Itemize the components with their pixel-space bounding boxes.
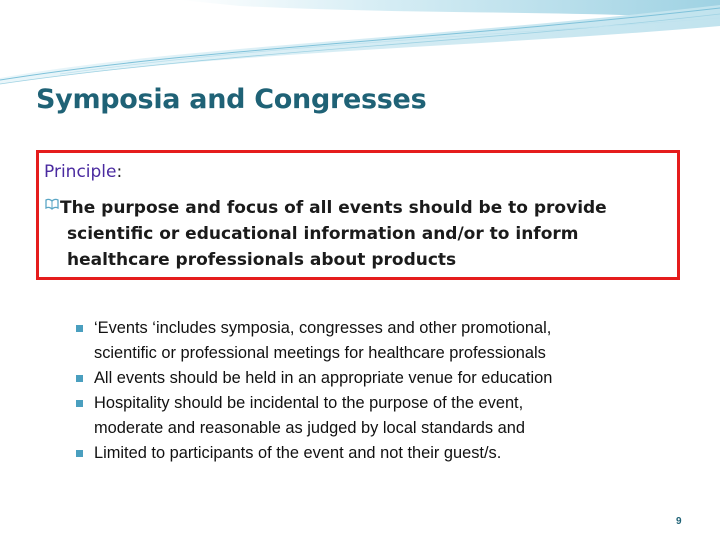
list-item-line: Hospitality should be incidental to the purpose of the event, xyxy=(94,394,524,412)
square-bullet-icon xyxy=(76,450,83,457)
header-wave-decoration xyxy=(0,0,720,95)
principle-label: Principle xyxy=(44,162,117,182)
list-item-line: scientific or professional meetings for healthcare professionals xyxy=(94,344,546,362)
list-item-line: All events should be held in an appropriate venue for education xyxy=(94,369,553,387)
page-number: 9 xyxy=(676,516,682,527)
list-item xyxy=(76,316,676,366)
principle-label-wrap xyxy=(44,162,122,182)
list-item-line: Limited to participants of the event and not their guest/s. xyxy=(94,444,502,462)
square-bullet-icon xyxy=(76,375,83,382)
principle-text-line: healthcare professionals about products xyxy=(67,250,457,270)
principle-box xyxy=(36,150,680,280)
list-item-line: moderate and reasonable as judged by local standards and xyxy=(94,419,526,437)
list-item xyxy=(76,366,676,391)
bullet-list xyxy=(76,316,676,466)
open-book-icon xyxy=(45,198,59,213)
principle-text-line: scientific or educational information and/or to inform xyxy=(67,224,579,244)
list-item xyxy=(76,391,676,441)
list-item xyxy=(76,441,676,466)
principle-text-line: The purpose and focus of all events should be to provide xyxy=(60,198,607,218)
square-bullet-icon xyxy=(76,400,83,407)
list-item-line: ‘Events ‘includes symposia, congresses and other promotional, xyxy=(94,319,552,337)
slide-title: Symposia and Congresses xyxy=(36,84,427,115)
square-bullet-icon xyxy=(76,325,83,332)
principle-text xyxy=(60,195,670,273)
principle-label-colon: : xyxy=(116,162,123,182)
